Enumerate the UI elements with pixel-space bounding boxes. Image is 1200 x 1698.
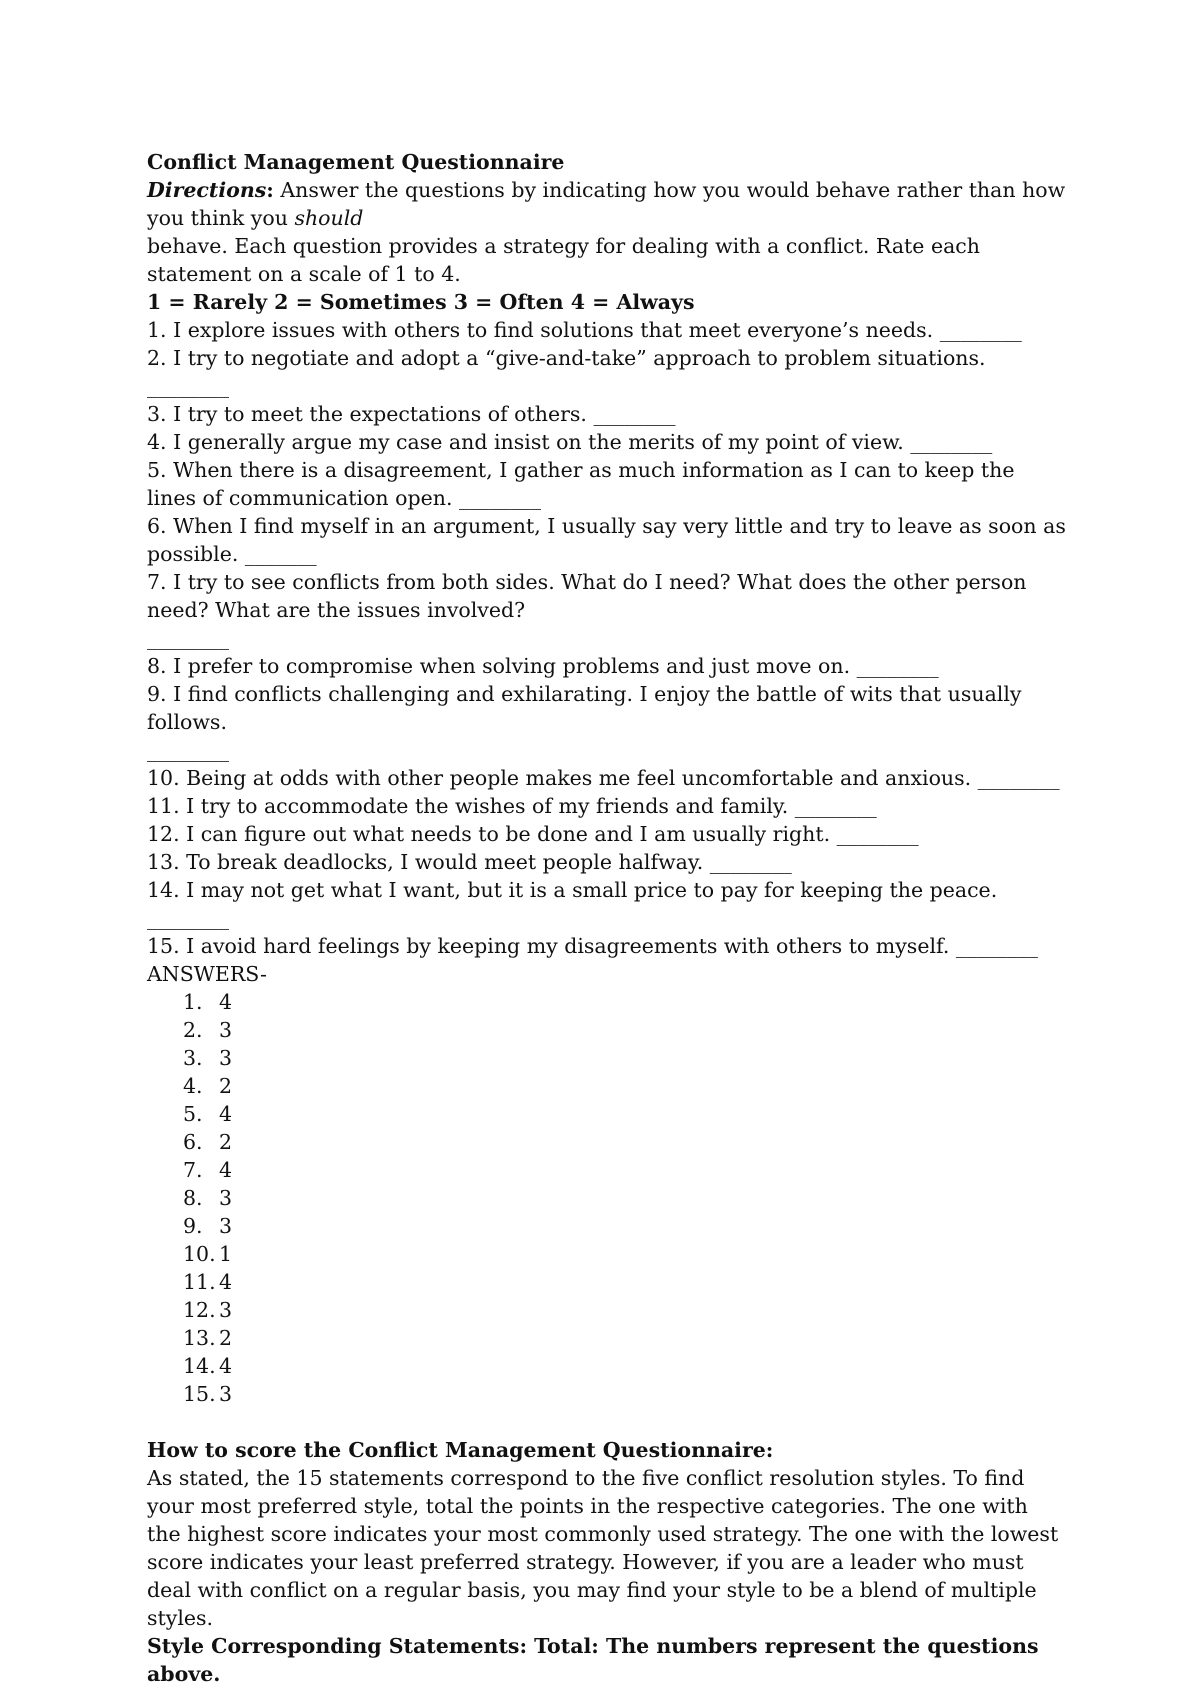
spacer [147,1408,1067,1436]
answer-number: 4. [183,1074,203,1098]
question-9-blank: ________ [147,738,229,762]
scoring-body: As stated, the 15 statements correspond to the five conflict resolution styles. To find your most preferred style, total the points in the respective categories. The one with the highest score indicates your most commonly used strategy. The one with the lowest score indicates your least preferred strategy. However, if you are a leader who must deal with conflict on a regular basis, you may find your style to be a blend of multiple styles. [147,1466,1059,1630]
question-3: 3. I try to meet the expectations of others. ________ [147,402,676,426]
answer-value: 4 [219,1102,233,1126]
answer-value: 2 [219,1130,233,1154]
answer-value: 3 [219,1298,233,1322]
question-13: 13. To break deadlocks, I would meet people halfway. ________ [147,850,792,874]
answer-number: 13. [183,1326,216,1350]
question-8: 8. I prefer to compromise when solving problems and just move on. ________ [147,654,939,678]
directions-paragraph [147,176,1067,232]
answer-item [147,1100,1067,1128]
answer-number: 9. [183,1214,203,1238]
directions-text-1: Answer the questions by indicating how you would behave rather than how you think you [147,178,1066,230]
answer-value: 3 [219,1046,233,1070]
directions-label: Directions [147,178,267,202]
answer-item [147,1044,1067,1072]
answer-number: 2. [183,1018,203,1042]
answer-value: 2 [219,1074,233,1098]
answer-item [147,1352,1067,1380]
answer-value: 1 [219,1242,233,1266]
answer-item [147,1184,1067,1212]
directions-should: should [294,206,364,230]
answer-value: 3 [219,1018,233,1042]
answer-item [147,1156,1067,1184]
question-10: 10. Being at odds with other people makes me feel uncomfortable and anxious. ________ [147,766,1060,790]
answer-item [147,1128,1067,1156]
answer-item [147,1380,1067,1408]
answer-value: 4 [219,1354,233,1378]
answer-item [147,988,1067,1016]
question-1: 1. I explore issues with others to find solutions that meet everyone’s needs. ________ [147,318,1022,342]
question-11: 11. I try to accommodate the wishes of my friends and family. ________ [147,794,877,818]
answer-number: 10. [183,1242,216,1266]
answer-value: 4 [219,990,233,1014]
question-7: 7. I try to see conflicts from both sides. What do I need? What does the other person need? What are the issues involved? [147,570,1027,622]
document-page [147,148,1067,1688]
answer-item [147,1324,1067,1352]
answer-number: 7. [183,1158,203,1182]
answer-item [147,1016,1067,1044]
question-list [147,316,1067,960]
answer-number: 15. [183,1382,216,1406]
answer-item [147,1072,1067,1100]
question-15: 15. I avoid hard feelings by keeping my disagreements with others to myself. ________ [147,934,1038,958]
answer-number: 12. [183,1298,216,1322]
answer-value: 2 [219,1326,233,1350]
answer-value: 3 [219,1186,233,1210]
question-2: 2. I try to negotiate and adopt a “give-and-take” approach to problem situations. ________ [147,346,986,398]
answer-number: 3. [183,1046,203,1070]
answer-value: 4 [219,1158,233,1182]
answer-item [147,1212,1067,1240]
question-14: 14. I may not get what I want, but it is a small price to pay for keeping the peace. ________ [147,878,998,930]
answer-number: 6. [183,1130,203,1154]
directions-continued: behave. Each question provides a strategy for dealing with a conflict. Rate each statement on a scale of 1 to 4. [147,234,980,286]
answer-item [147,1296,1067,1324]
answers-label: ANSWERS- [147,962,267,986]
question-5: 5. When there is a disagreement, I gather as much information as I can to keep the lines of communication open. ________ [147,458,1015,510]
document-title: Conflict Management Questionnaire [147,150,565,174]
question-4: 4. I generally argue my case and insist on the merits of my point of view. ________ [147,430,993,454]
answer-number: 14. [183,1354,216,1378]
rating-scale: 1 = Rarely 2 = Sometimes 3 = Often 4 = Always [147,290,695,314]
question-12: 12. I can figure out what needs to be done and I am usually right. ________ [147,822,919,846]
answer-number: 1. [183,990,203,1014]
directions-colon: : [266,178,274,202]
scoring-heading: How to score the Conflict Management Questionnaire: [147,1438,774,1462]
answer-number: 8. [183,1186,203,1210]
style-corresponding-line: Style Corresponding Statements: Total: The numbers represent the questions above. [147,1634,1039,1686]
answer-value: 4 [219,1270,233,1294]
question-7-blank: ________ [147,626,229,650]
answer-number: 11. [183,1270,216,1294]
question-9: 9. I find conflicts challenging and exhilarating. I enjoy the battle of wits that usually follows. [147,682,1022,734]
answers-list [147,988,1067,1408]
answer-item [147,1240,1067,1268]
answer-item [147,1268,1067,1296]
question-6: 6. When I find myself in an argument, I usually say very little and try to leave as soon as possible. _______ [147,514,1066,566]
answer-number: 5. [183,1102,203,1126]
answer-value: 3 [219,1214,233,1238]
answer-value: 3 [219,1382,233,1406]
